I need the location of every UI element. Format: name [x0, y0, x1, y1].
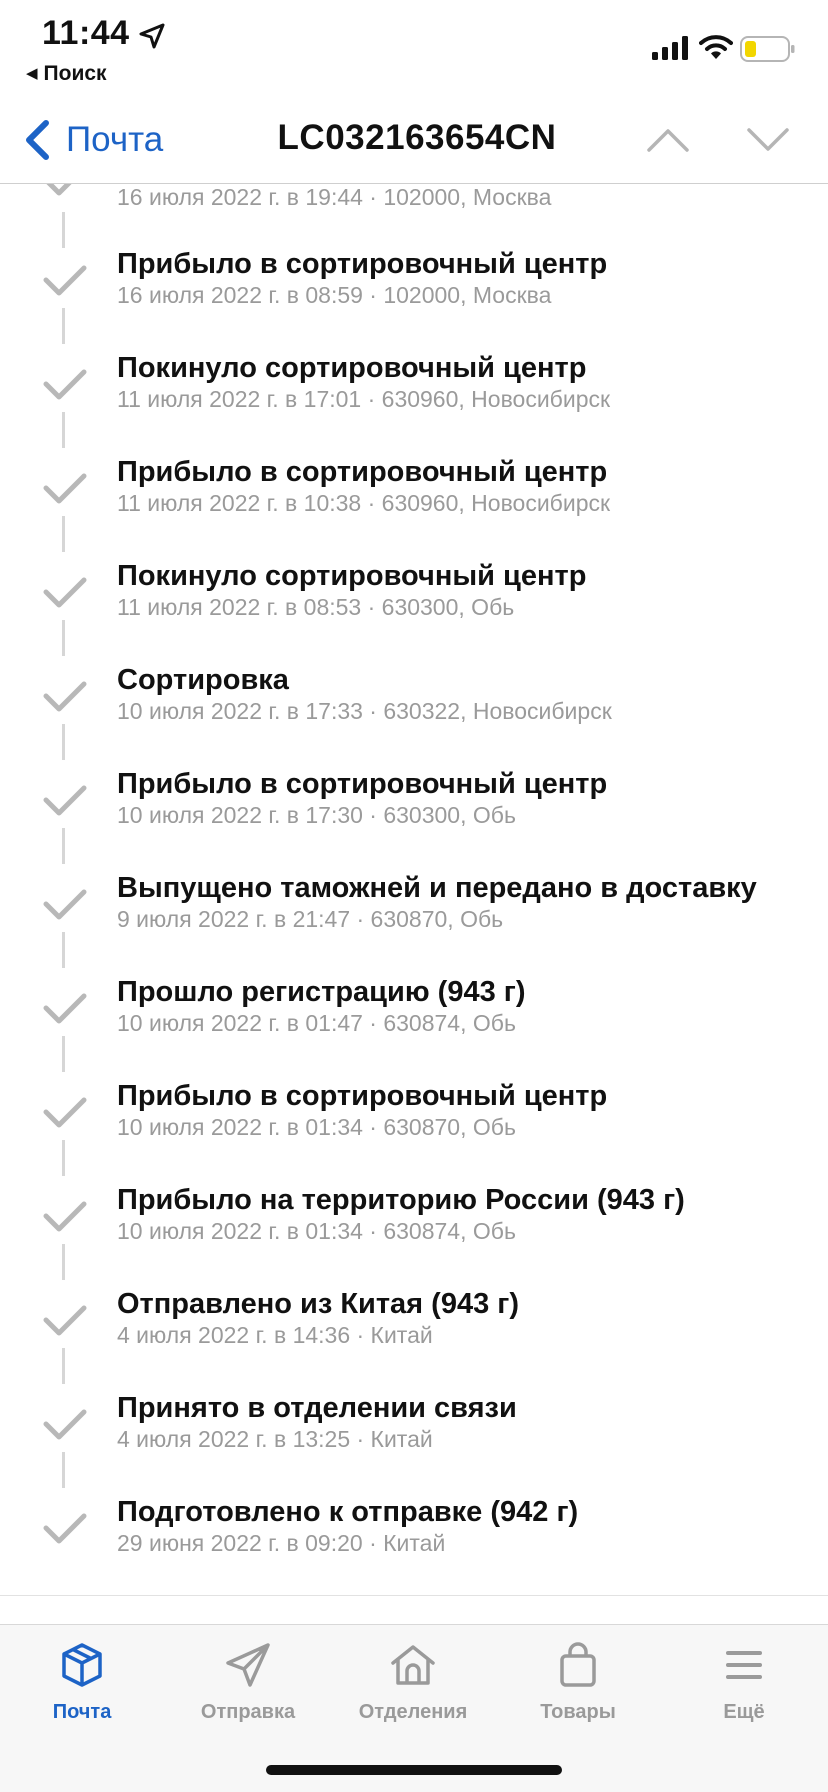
event-subtitle: 4 июля 2022 г. в 14:36 · Китай — [117, 1322, 433, 1348]
timeline-event — [0, 1080, 828, 1184]
back-button-label: Почта — [66, 120, 164, 159]
check-icon — [42, 888, 88, 922]
tab-label: Товары — [540, 1701, 616, 1723]
post-office-icon — [389, 1641, 437, 1689]
check-icon — [42, 576, 88, 610]
timeline-event — [0, 872, 828, 976]
tab-label: Почта — [52, 1701, 112, 1723]
tab-label: Отправка — [200, 1701, 296, 1723]
tab-offices[interactable] — [338, 1641, 488, 1741]
battery-icon — [740, 36, 796, 62]
event-title: Принято в отделении связи — [117, 1392, 517, 1424]
timeline-event — [0, 560, 828, 664]
timeline-connector — [62, 1244, 65, 1280]
wifi-icon — [699, 34, 733, 60]
timeline-connector — [62, 308, 65, 344]
event-subtitle: 10 июля 2022 г. в 01:34 · 630870, Обь — [117, 1114, 516, 1140]
timeline-connector — [62, 932, 65, 968]
timeline-connector — [62, 212, 65, 248]
timeline-connector — [62, 828, 65, 864]
timeline-event — [0, 664, 828, 768]
divider — [0, 1595, 828, 1596]
event-subtitle: 16 июля 2022 г. в 08:59 · 102000, Москва — [117, 282, 552, 308]
navigation-bar — [0, 96, 828, 184]
back-app-label: Поиск — [43, 62, 107, 85]
tracking-history-list[interactable] — [0, 184, 828, 1596]
check-icon — [42, 264, 88, 298]
timeline-event — [0, 1496, 828, 1596]
check-icon — [42, 680, 88, 714]
check-icon — [42, 368, 88, 402]
timeline-connector — [62, 724, 65, 760]
event-title: Прибыло на территорию России (943 г) — [117, 1184, 685, 1216]
event-subtitle: 9 июля 2022 г. в 21:47 · 630870, Обь — [117, 906, 504, 932]
event-title: Выпущено таможней и передано в доставку — [117, 872, 757, 904]
event-subtitle: 10 июля 2022 г. в 17:30 · 630300, Обь — [117, 802, 516, 828]
chevron-down-icon[interactable] — [746, 120, 790, 160]
timeline-event — [0, 1392, 828, 1496]
event-title: Прибыло в сортировочный центр — [117, 248, 608, 280]
shopping-bag-icon — [554, 1641, 602, 1689]
tab-label: Отделения — [358, 1701, 468, 1723]
chevron-left-icon — [22, 119, 52, 161]
home-indicator[interactable] — [266, 1765, 562, 1775]
event-subtitle: 11 июля 2022 г. в 17:01 · 630960, Новосибирск — [117, 386, 611, 412]
chevron-up-icon[interactable] — [646, 120, 690, 160]
event-subtitle: 16 июля 2022 г. в 19:44 · 102000, Москва — [117, 184, 552, 210]
paper-plane-icon — [224, 1641, 272, 1689]
timeline-event — [0, 352, 828, 456]
location-arrow-icon — [138, 22, 166, 50]
check-icon — [42, 1512, 88, 1546]
timeline-connector — [62, 1140, 65, 1176]
event-subtitle: 29 июня 2022 г. в 09:20 · Китай — [117, 1530, 446, 1556]
event-title: Покинуло сортировочный центр — [117, 352, 587, 384]
event-subtitle: 10 июля 2022 г. в 01:34 · 630874, Обь — [117, 1218, 516, 1244]
check-icon — [42, 472, 88, 506]
signal-icon — [652, 36, 690, 60]
event-title: Прибыло в сортировочный центр — [117, 1080, 608, 1112]
event-subtitle: 10 июля 2022 г. в 17:33 · 630322, Новосибирск — [117, 698, 612, 724]
event-title: Прибыло в сортировочный центр — [117, 768, 608, 800]
event-subtitle: 11 июля 2022 г. в 08:53 · 630300, Обь — [117, 594, 515, 620]
tab-goods[interactable] — [503, 1641, 653, 1741]
back-to-app-link[interactable] — [26, 62, 107, 86]
check-icon — [42, 992, 88, 1026]
tab-mail[interactable] — [7, 1641, 157, 1741]
tab-send[interactable] — [173, 1641, 323, 1741]
timeline-connector — [62, 412, 65, 448]
check-icon — [42, 784, 88, 818]
event-title: Сортировка — [117, 664, 289, 696]
tab-label: Ещё — [723, 1701, 765, 1723]
back-triangle-icon: ◀ — [26, 65, 38, 82]
timeline-connector — [62, 1452, 65, 1488]
tracking-number: LC032163654CN — [277, 118, 557, 157]
back-button[interactable] — [22, 118, 163, 162]
timeline-event — [0, 248, 828, 352]
timeline-connector — [62, 1348, 65, 1384]
timeline-event — [0, 1288, 828, 1392]
event-title: Прибыло в сортировочный центр — [117, 456, 608, 488]
status-bar — [0, 0, 828, 96]
check-icon — [42, 1200, 88, 1234]
timeline-event — [0, 976, 828, 1080]
tab-more[interactable] — [669, 1641, 819, 1741]
status-time: 11:44 — [42, 14, 130, 52]
check-icon — [42, 1096, 88, 1130]
timeline-connector — [62, 1036, 65, 1072]
check-icon — [42, 184, 88, 198]
event-subtitle: 10 июля 2022 г. в 01:47 · 630874, Обь — [117, 1010, 516, 1036]
check-icon — [42, 1408, 88, 1442]
timeline-connector — [62, 620, 65, 656]
timeline-connector — [62, 516, 65, 552]
check-icon — [42, 1304, 88, 1338]
event-title: Покинуло сортировочный центр — [117, 560, 587, 592]
event-title: Прошло регистрацию (943 г) — [117, 976, 526, 1008]
timeline-event — [0, 768, 828, 872]
timeline-event — [0, 456, 828, 560]
event-title: Отправлено из Китая (943 г) — [117, 1288, 519, 1320]
event-subtitle: 4 июля 2022 г. в 13:25 · Китай — [117, 1426, 433, 1452]
timeline-event — [0, 1184, 828, 1288]
menu-icon — [720, 1641, 768, 1689]
package-icon — [58, 1641, 106, 1689]
event-title: Подготовлено к отправке (942 г) — [117, 1496, 579, 1528]
event-subtitle: 11 июля 2022 г. в 10:38 · 630960, Новосибирск — [117, 490, 611, 516]
